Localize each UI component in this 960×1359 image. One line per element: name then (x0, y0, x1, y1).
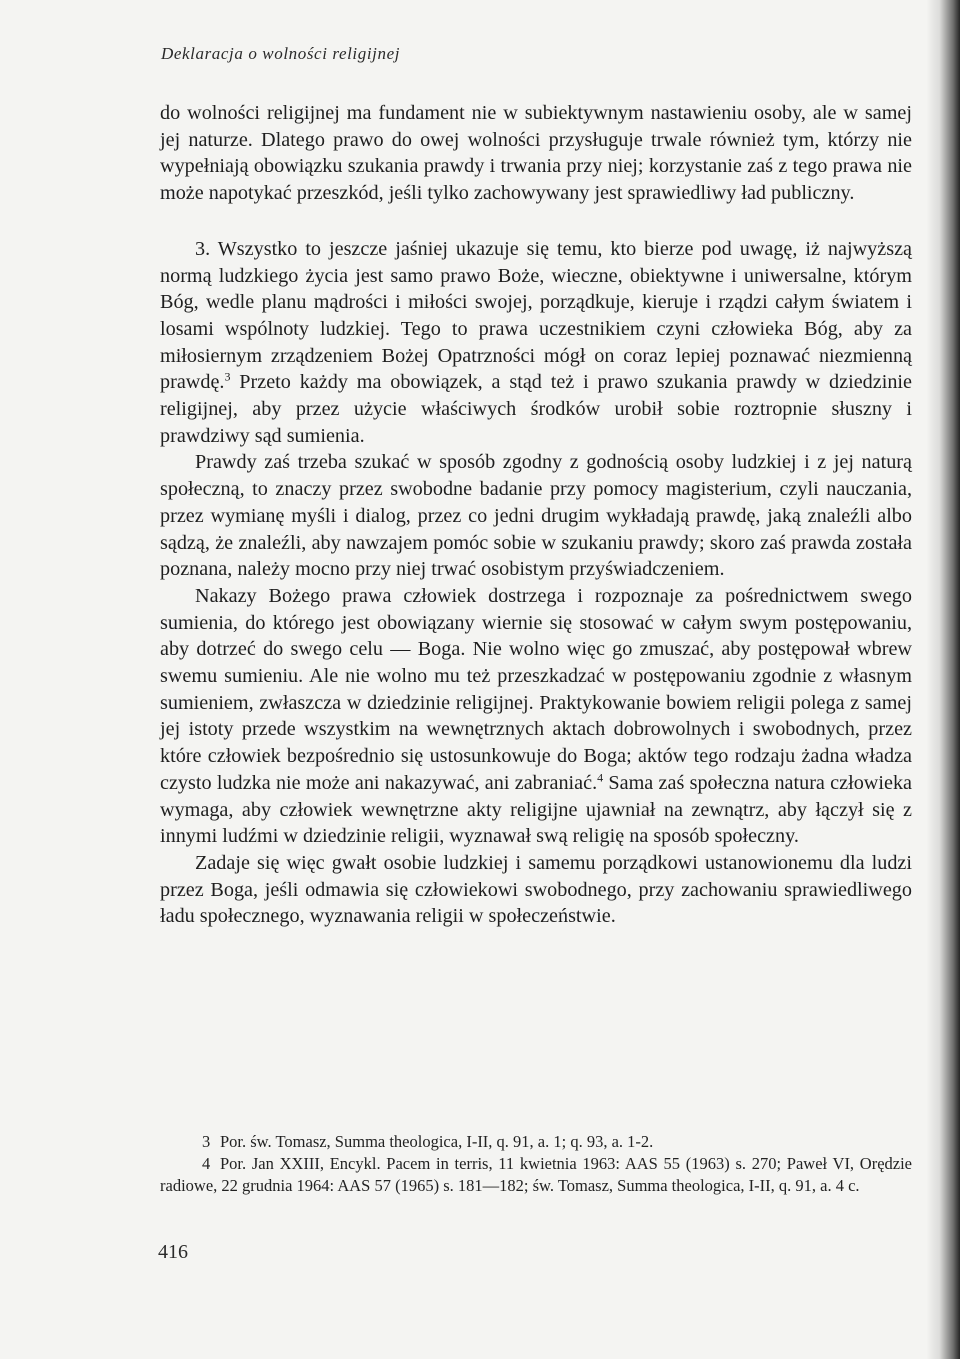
footnote-ref-3: 3 (224, 369, 231, 384)
main-text (160, 100, 912, 930)
paragraph-1: do wolności religijnej ma fundament nie w subiektywnym nastawieniu osoby, ale w samej jej naturze. Dlatego prawo do owej wolności przysługuje trwale również tym, którzy nie wypełniają obowiązku szukania prawdy i trwania przy niej; korzystanie zaś z tego prawa nie może napotykać przeszkód, jeśli tylko zachowywany jest sprawiedliwy ład publiczny. (160, 102, 912, 205)
paragraph-4 (160, 583, 912, 850)
footnote-number: 4 (202, 1154, 211, 1173)
paragraph-4-main: Nakazy Bożego prawa człowiek dostrzega i rozpoznaje za pośrednictwem swego sumienia, do którego jest obowiązany wiernie się stosować w całym swym postępowaniu, aby dotrzeć do swego celu — Boga. Nie wolno więc go zmuszać, aby postępował wbrew swemu sumieniu. Ale nie wolno mu też przeszkadzać w postępowaniu zgodnie z własnym sumieniem, zwłaszcza w dziedzinie religijnej. Praktykowanie bowiem religii polega z samej jej istoty przede wszystkim na wewnętrznych aktach dobrowolnych i swobodnych, przez które człowiek bezpośrednio się ustosunkowuje do Boga; aktów tego rodzaju żadna władza czysto ludzka nie może ani nakazywać, ani zabraniać. (160, 584, 912, 794)
footnote-4 (160, 1153, 912, 1197)
footnote-3 (160, 1131, 912, 1153)
paragraph-4-end: Sama zaś społeczna natura człowieka wymaga, aby człowiek wewnętrzne akty religijne ujawniał na zewnątrz, aby łączył się z innymi ludźmi w dziedzinie religii, wyznawał swą religię na sposób społeczny. (160, 771, 912, 848)
paragraph-2-end: Przeto każdy ma obowiązek, a stąd też i prawo szukania prawdy w dziedzinie religijnej, aby przez użycie właściwych środków urobił sobie roztropnie słuszny i prawdziwy sąd sumienia. (160, 371, 912, 447)
page-edge-shadow (926, 0, 960, 1359)
paragraph-2-main: 3. Wszystko to jeszcze jaśniej ukazuje się temu, kto bierze pod uwagę, iż najwyższą normą ludzkiego życia jest samo prawo Boże, wieczne, obiektywne i uniwersalne, którym Bóg, wedle planu mądrości i miłości swojej, porządkuje, kieruje i rządzi całym światem i losami wspólnoty ludzkiej. Tego to prawa uczestnikiem czyni człowieka Bóg, aby za miłosiernym zrządzeniem Bożej Opatrzności mógł on coraz lepiej poznawać niezmienną prawdę. (160, 237, 912, 394)
paragraph-3: Prawdy zaś trzeba szukać w sposób zgodny z godnością osoby ludzkiej i z jej naturą społeczną, to znaczy przez swobodne badanie przy pomocy magisterium, czyli nauczania, przez wymianę myśli i dialog, przez co jedni drugim wykładają prawdę, jaką znaleźli albo sądzą, że znaleźli, aby nawzajem pomóc sobie w szukaniu prawdy; skoro zaś prawda została poznana, należy mocno przy niej trwać osobistym przyświadczeniem. (160, 451, 912, 581)
footnote-text: Por. Jan XXIII, Encykl. Pacem in terris, 11 kwietnia 1963: AAS 55 (1963) s. 270; Paweł VI, Orędzie radiowe, 22 grudnia 1964: AAS 57 (1965) s. 181—182; św. Tomasz, Summa theologica, I-II, q. 91, a. 4 c. (160, 1154, 912, 1195)
paragraph-5: Zadaje się więc gwałt osobie ludzkiej i samemu porządkowi ustanowionemu dla ludzi przez Boga, jeśli odmawia się człowiekowi swobodnego, przy zachowaniu sprawiedliwego ładu społecznego, wyznawania religii w społeczeństwie. (160, 851, 912, 928)
paragraph-2 (160, 236, 912, 450)
footnote-number: 3 (202, 1132, 211, 1151)
footnote-ref-4: 4 (597, 770, 604, 785)
page-number: 416 (158, 1241, 188, 1263)
footnotes (160, 1131, 912, 1197)
running-title: Deklaracja o wolności religijnej (161, 44, 401, 63)
footnote-text: Por. św. Tomasz, Summa theologica, I-II, q. 91, a. 1; q. 93, a. 1-2. (220, 1132, 654, 1151)
section-gap (160, 207, 912, 236)
